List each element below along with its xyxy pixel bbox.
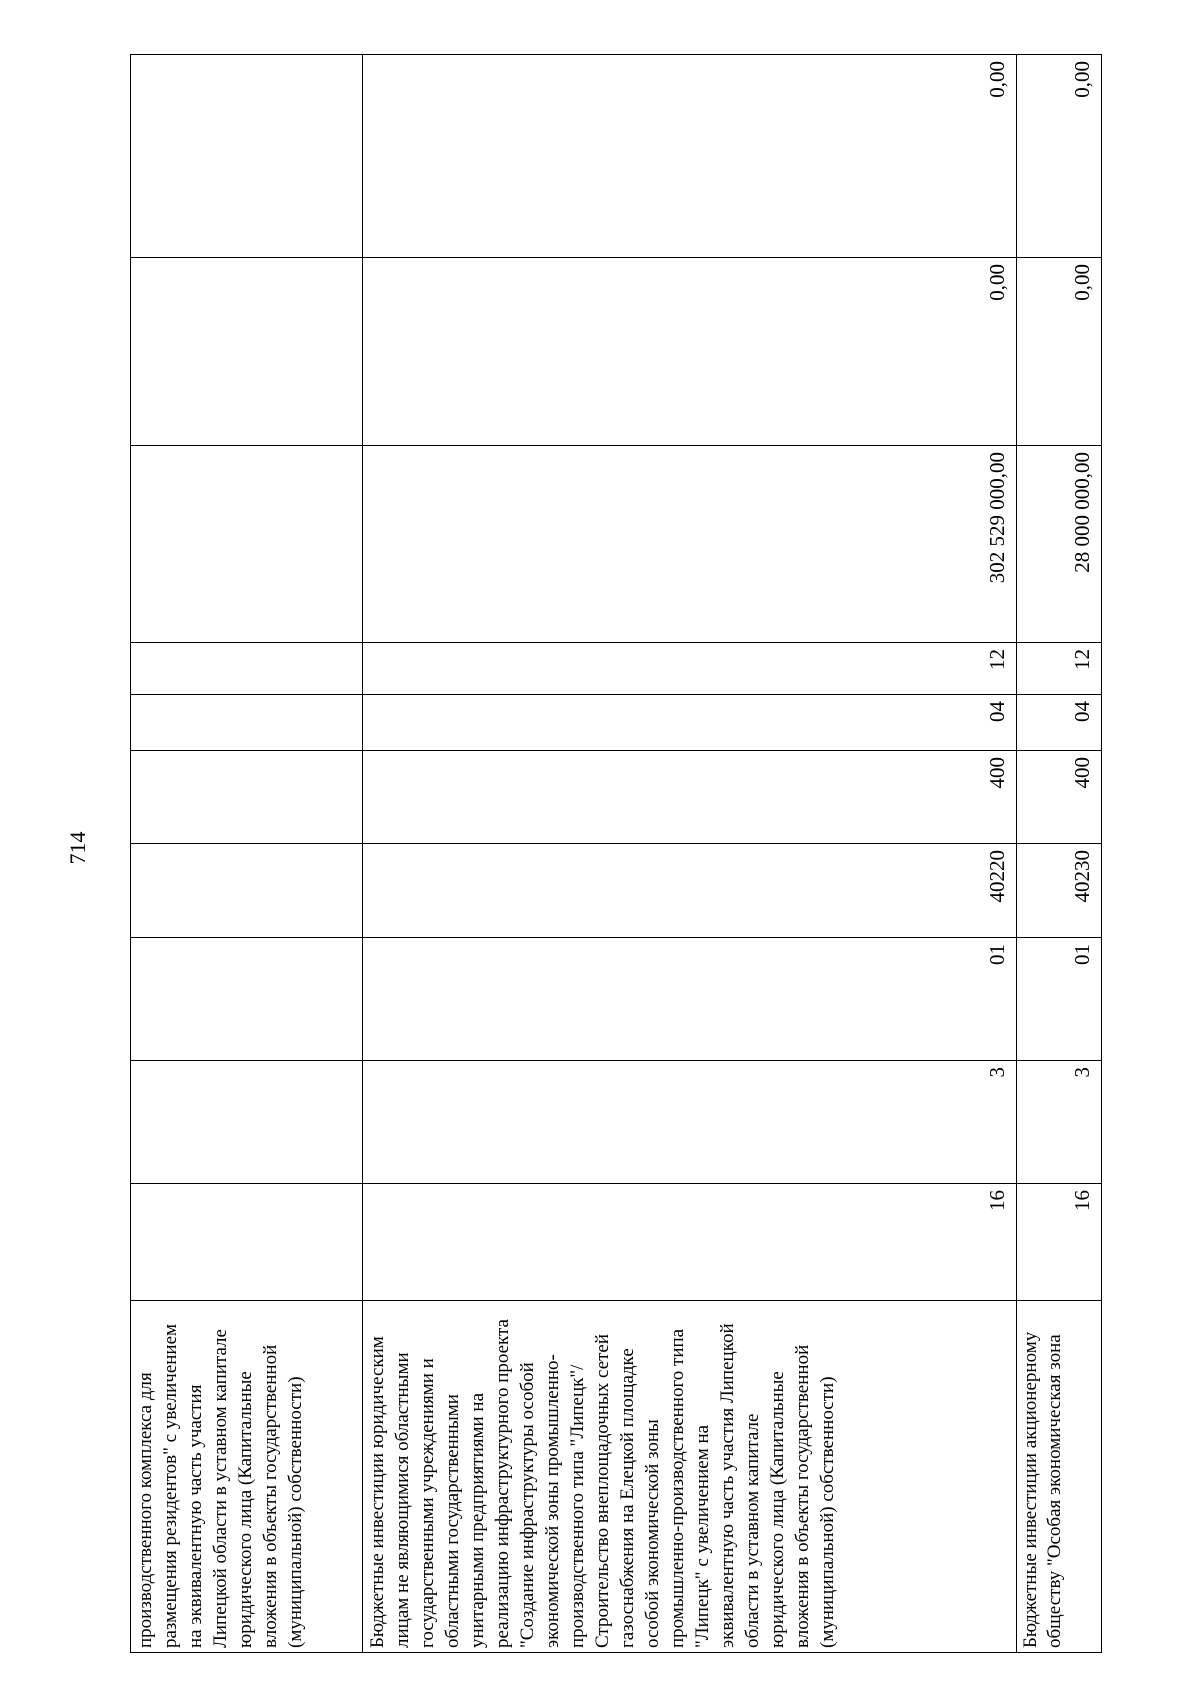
cell-code-2: 3	[1017, 1061, 1102, 1184]
cell-code-1: 16	[363, 1184, 1017, 1301]
cell-code-4: 40220	[363, 844, 1017, 938]
cell-value-1: 0,00	[363, 258, 1017, 446]
row-description: производственного комплекса для размещения резидентов" с увеличением на эквивалентную часть участия Липецкой области в уставном капитале юридического лица (Капитальные вложения в объекты государственной (муниципальной) собственности)	[131, 1301, 363, 1653]
cell-code-4	[131, 844, 363, 938]
cell-code-2: 3	[363, 1061, 1017, 1184]
cell-code-6: 04	[363, 695, 1017, 751]
cell-code-1: 16	[1017, 1184, 1102, 1301]
cell-code-3	[131, 938, 363, 1061]
table-row	[363, 55, 1017, 1653]
rotated-table-wrapper	[130, 55, 1094, 1653]
cell-value-1	[131, 258, 363, 446]
cell-code-1	[131, 1184, 363, 1301]
table-row	[1017, 55, 1102, 1653]
cell-code-5: 400	[1017, 751, 1102, 844]
cell-code-6: 04	[1017, 695, 1102, 751]
cell-value-2	[131, 55, 363, 258]
cell-amount: 302 529 000,00	[363, 446, 1017, 643]
cell-code-7	[131, 643, 363, 695]
row-description: Бюджетные инвестиции акционерному обществу "Особая экономическая зона	[1017, 1301, 1102, 1653]
cell-code-3: 01	[1017, 938, 1102, 1061]
page-number: 714	[65, 831, 90, 865]
cell-code-2	[131, 1061, 363, 1184]
table-row	[131, 55, 363, 1653]
cell-value-2: 0,00	[1017, 55, 1102, 258]
cell-amount: 28 000 000,00	[1017, 446, 1102, 643]
row-description: Бюджетные инвестиции юридическим лицам не являющимися областными государственными учреждениями и областными государственными унитарными предприятиями на реализацию инфраструктурного проекта "Создание инфраструктуры особой экономической зоны промышленно-производственного типа "Липецк"/Строительство внеплощадочных сетей газоснабжения на Елецкой площадке особой экономической зоны промышленно-производственного типа "Липецк" с увеличением на эквивалентную часть участия Липецкой области в уставном капитале юридического лица (Капитальные вложения в объекты государственной (муниципальной) собственности)	[363, 1301, 1017, 1653]
budget-table	[130, 54, 1102, 1653]
cell-amount	[131, 446, 363, 643]
cell-code-5	[131, 751, 363, 844]
cell-value-1: 0,00	[1017, 258, 1102, 446]
cell-code-6	[131, 695, 363, 751]
cell-code-4: 40230	[1017, 844, 1102, 938]
cell-code-7: 12	[1017, 643, 1102, 695]
cell-value-2: 0,00	[363, 55, 1017, 258]
cell-code-5: 400	[363, 751, 1017, 844]
cell-code-7: 12	[363, 643, 1017, 695]
cell-code-3: 01	[363, 938, 1017, 1061]
